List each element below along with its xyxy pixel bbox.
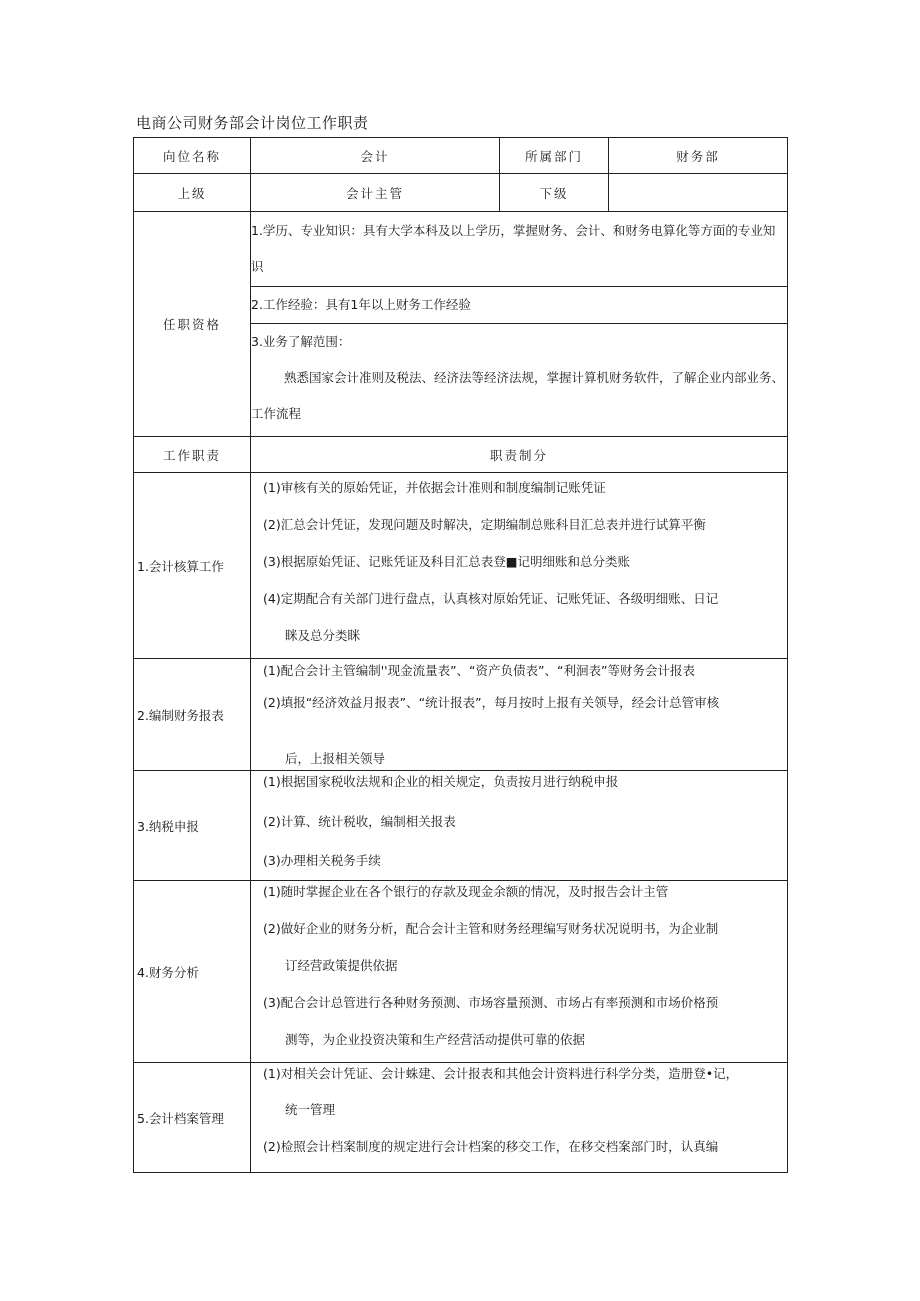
duty-line: 订经营政策提供依据 — [285, 958, 398, 973]
position-name-value: 会计 — [251, 138, 500, 174]
duty-line: (1)配合会计主管编制''现金流量表”、“资产负债表”、“利洄表”等财务会计报表 — [263, 663, 695, 678]
superior-label: 上级 — [134, 174, 251, 212]
duty-section-row — [134, 1063, 788, 1173]
duty-line: (2)计算、统计税收，编制相关报表 — [263, 814, 456, 829]
duty-line: (3)办理相关税务手续 — [263, 853, 381, 868]
duty-section-row — [134, 659, 788, 771]
duties-header-row — [134, 437, 788, 473]
subordinate-label: 下级 — [500, 174, 609, 212]
duty-line: (1)随时掌握企业在各个银行的存款及现金余额的情况，及时报告会计主管 — [263, 884, 669, 899]
qualification-scope — [251, 324, 788, 437]
header-row-1 — [134, 138, 788, 174]
duty-line: (2)填报“经济效益月报表”、“统计报表”，每月按时上报有关领导，经会计总管审核 — [263, 695, 720, 710]
position-name-label: 向位名称 — [134, 138, 251, 174]
duty-line: (1)审核有关的原始凭证，并依据会计准则和制度编制记账凭证 — [263, 480, 606, 495]
duty-line: 统一管理 — [285, 1102, 336, 1117]
qualification-row — [134, 212, 788, 287]
subordinate-value — [609, 174, 788, 212]
duty-line: 测等，为企业投资决策和生产经营活动提供可靠的依据 — [285, 1032, 586, 1047]
qualification-scope-title: 3.业务了解范围： — [251, 334, 351, 349]
duty-section-row — [134, 771, 788, 881]
duty-line: (1)根据国家税收法规和企业的相关规定，负责按月进行纳税申报 — [263, 774, 619, 789]
duty-line: 后，上报相关领导 — [285, 751, 386, 766]
duty-section-body — [251, 659, 788, 771]
duty-line: (2)汇总会计凭证，发现问题及时解决，定期编制总账科目汇总表并进行试算平衡 — [263, 517, 706, 532]
duty-line: (1)对相关会计凭证、会计蛛建、会计报表和其他会计资料进行科学分类，造册登•记， — [263, 1066, 739, 1081]
document-title: 电商公司财务部会计岗位工作职责 — [136, 114, 369, 132]
duty-section-row — [134, 473, 788, 659]
duty-section-row — [134, 881, 788, 1063]
department-value: 财务部 — [609, 138, 788, 174]
qualification-education: 1.学历、专业知识：具有大学本科及以上学历，掌握财务、会计、和财务电算化等方面的专业知识 — [251, 212, 788, 287]
duty-section-title: 5.会计档案管理 — [134, 1063, 251, 1173]
qualification-experience: 2.工作经验：具有1年以上财务工作经验 — [251, 287, 788, 324]
duty-line: (2)检照会计档案制度的规定进行会计档案的移交工作，在移交档案部门时，认真编 — [263, 1139, 719, 1154]
duty-section-body — [251, 881, 788, 1063]
duties-header-right: 职责制分 — [251, 437, 788, 473]
duty-section-title: 2.编制财务报表 — [134, 659, 251, 771]
duty-section-body — [251, 1063, 788, 1173]
duty-line: (3)配合会计总管进行各种财务预测、市场容量预测、市场占有率预测和市场价格预 — [263, 995, 719, 1010]
duty-section-title: 3.纳税申报 — [134, 771, 251, 881]
qualification-scope-detail: 熟悉国家会计准则及税法、经济法等经济法规，掌握计算机财务软件，了解企业内部业务、工作流程 — [251, 370, 785, 421]
duty-line: (2)做好企业的财务分析，配合会计主管和财务经理编写财务状况说明书，为企业制 — [263, 921, 719, 936]
superior-value: 会计主管 — [251, 174, 500, 212]
duty-line: (4)定期配合有关部门进行盘点，认真核对原始凭证、记账凭证、各级明细账、日记 — [263, 591, 719, 606]
duty-line: 眯及总分类眯 — [285, 628, 361, 643]
job-description-table — [133, 137, 788, 1173]
duty-section-body — [251, 473, 788, 659]
department-label: 所属部门 — [500, 138, 609, 174]
header-row-2 — [134, 174, 788, 212]
duty-section-title: 4.财务分析 — [134, 881, 251, 1063]
duty-line: (3)根据原始凭证、记账凭证及科目汇总表登■记明细账和总分类账 — [263, 554, 631, 569]
duty-section-title: 1.会计核算工作 — [134, 473, 251, 659]
duties-header-left: 工作职责 — [134, 437, 251, 473]
duty-section-body — [251, 771, 788, 881]
qualification-label: 任职资格 — [134, 212, 251, 437]
